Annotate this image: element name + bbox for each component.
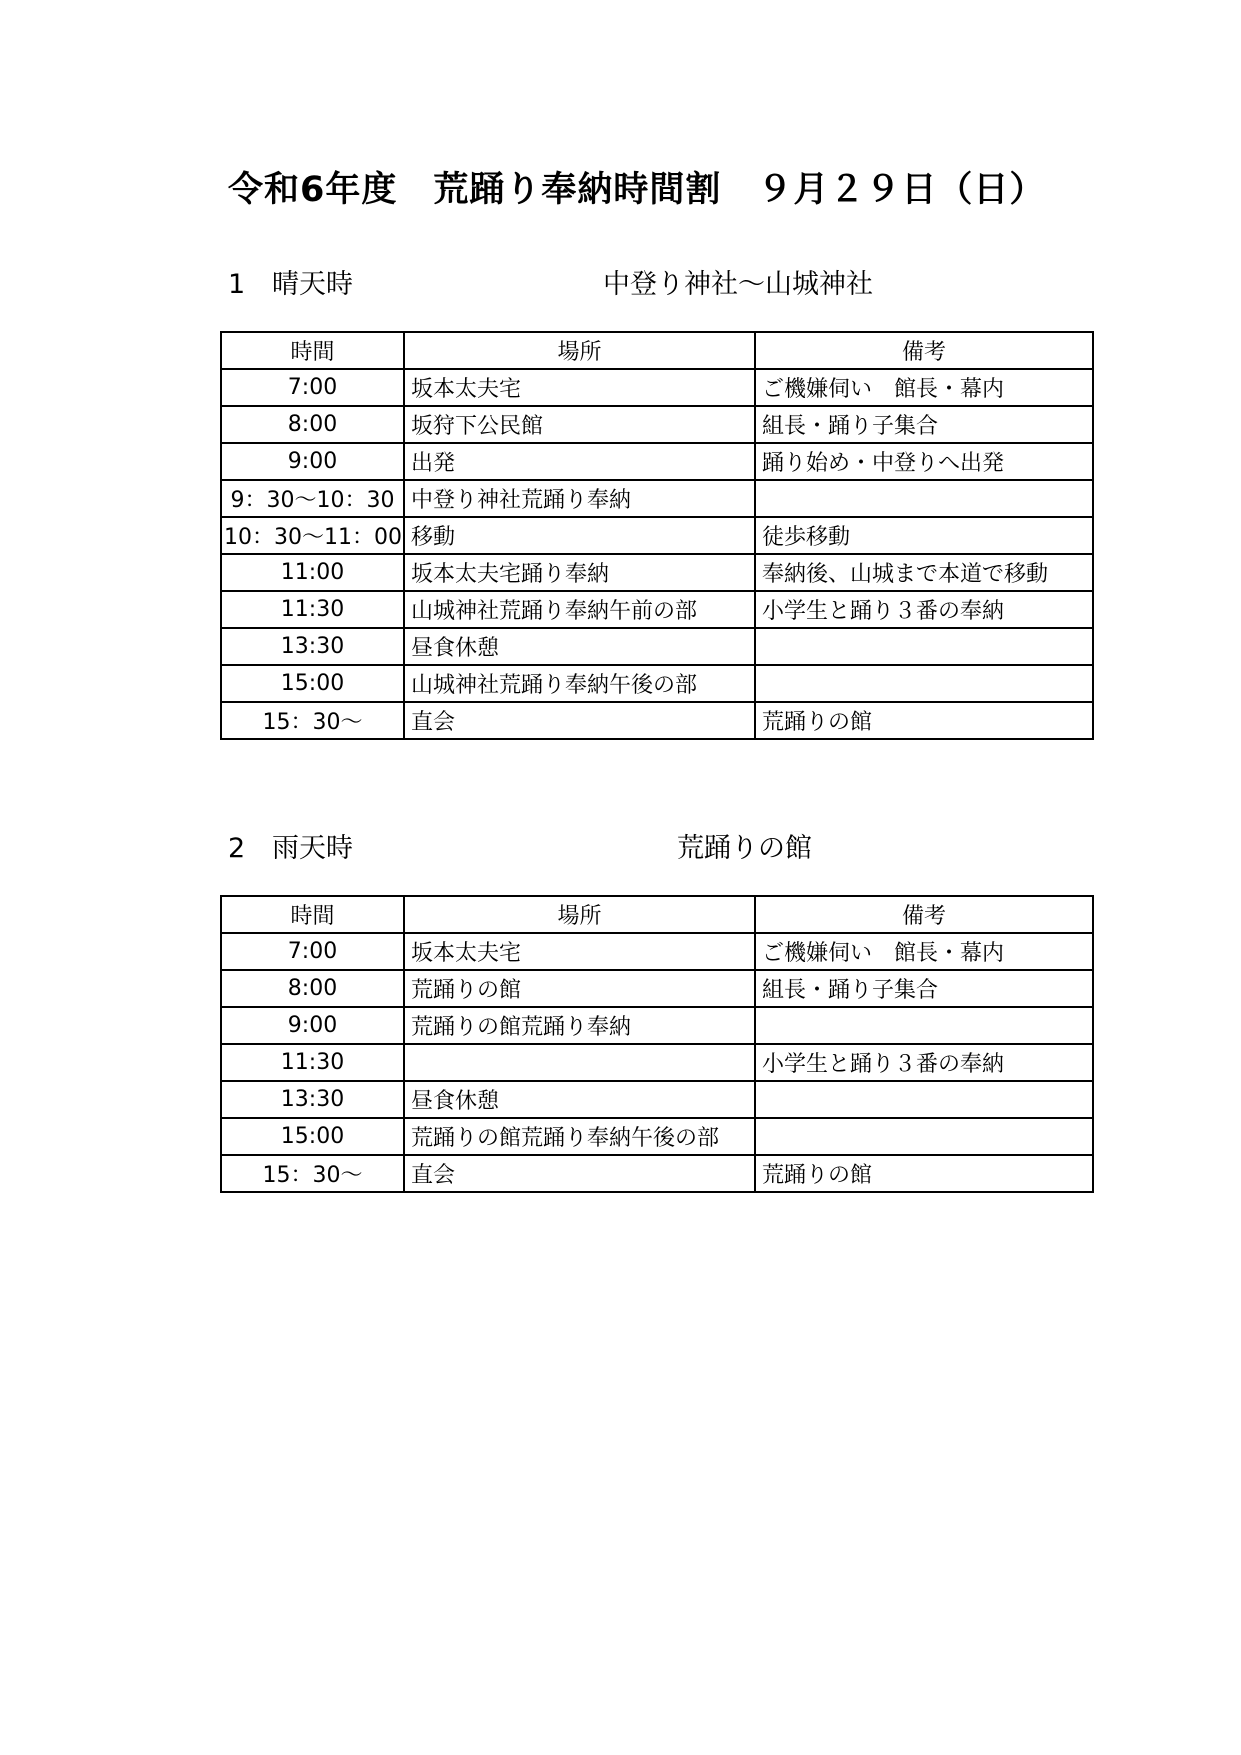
cell-note (755, 665, 1093, 702)
table-row (221, 480, 1093, 517)
table-row (221, 1118, 1093, 1155)
cell-note: 小学生と踊り３番の奉納 (755, 591, 1093, 628)
cell-time: 15：30〜 (221, 1155, 404, 1192)
cell-time: 7:00 (221, 933, 404, 970)
cell-time: 7:00 (221, 369, 404, 406)
table-row (221, 1081, 1093, 1118)
table-row (221, 1044, 1093, 1081)
cell-time: 9:00 (221, 1007, 404, 1044)
cell-place: 荒踊りの館 (404, 970, 755, 1007)
table-row (221, 517, 1093, 554)
cell-note: 小学生と踊り３番の奉納 (755, 1044, 1093, 1081)
cell-place: 出発 (404, 443, 755, 480)
cell-note (755, 1007, 1093, 1044)
table-header-row (221, 332, 1093, 369)
table-row (221, 1155, 1093, 1192)
header-place: 場所 (404, 896, 755, 933)
cell-time: 10：30〜11：00 (221, 517, 404, 554)
cell-note: 荒踊りの館 (755, 1155, 1093, 1192)
cell-place: 坂本太夫宅 (404, 933, 755, 970)
section-1-title: 晴天時 (272, 269, 353, 300)
cell-note (755, 1118, 1093, 1155)
header-note: 備考 (755, 332, 1093, 369)
section-1-heading (228, 262, 353, 301)
cell-place: 移動 (404, 517, 755, 554)
cell-time: 8:00 (221, 970, 404, 1007)
header-time: 時間 (221, 332, 404, 369)
section-2-location: 荒踊りの館 (677, 833, 812, 864)
cell-place: 直会 (404, 702, 755, 739)
table-row (221, 702, 1093, 739)
cell-place: 坂本太夫宅 (404, 369, 755, 406)
cell-time: 9:00 (221, 443, 404, 480)
table-row (221, 970, 1093, 1007)
cell-note: 奉納後、山城まで本道で移動 (755, 554, 1093, 591)
cell-time: 13:30 (221, 628, 404, 665)
header-place: 場所 (404, 332, 755, 369)
cell-time: 13:30 (221, 1081, 404, 1118)
cell-note (755, 628, 1093, 665)
cell-note (755, 480, 1093, 517)
cell-note: 組長・踊り子集合 (755, 406, 1093, 443)
cell-note: ご機嫌伺い 館長・幕内 (755, 933, 1093, 970)
table-header-row (221, 896, 1093, 933)
table-row (221, 665, 1093, 702)
cell-note: 踊り始め・中登りへ出発 (755, 443, 1093, 480)
cell-time: 8:00 (221, 406, 404, 443)
cell-note: 荒踊りの館 (755, 702, 1093, 739)
cell-time: 9：30〜10：30 (221, 480, 404, 517)
cell-note (755, 1081, 1093, 1118)
cell-note: 組長・踊り子集合 (755, 970, 1093, 1007)
table-row (221, 1007, 1093, 1044)
cell-place: 中登り神社荒踊り奉納 (404, 480, 755, 517)
cell-place: 荒踊りの館荒踊り奉納午後の部 (404, 1118, 755, 1155)
cell-place: 山城神社荒踊り奉納午前の部 (404, 591, 755, 628)
fair-weather-schedule-table (220, 331, 1094, 740)
cell-place: 山城神社荒踊り奉納午後の部 (404, 665, 755, 702)
header-note: 備考 (755, 896, 1093, 933)
table-row (221, 591, 1093, 628)
cell-place (404, 1044, 755, 1081)
cell-time: 15：30〜 (221, 702, 404, 739)
cell-time: 11:30 (221, 1044, 404, 1081)
cell-time: 15:00 (221, 1118, 404, 1155)
page-title: 令和6年度 荒踊り奉納時間割 ９月２９日（日） (228, 170, 1046, 210)
table-row (221, 369, 1093, 406)
cell-place: 荒踊りの館荒踊り奉納 (404, 1007, 755, 1044)
section-1-location: 中登り神社〜山城神社 (603, 269, 873, 300)
section-2-heading (228, 826, 353, 865)
section-2-number: 2 (228, 833, 246, 864)
section-2-title: 雨天時 (272, 833, 353, 864)
table-row (221, 406, 1093, 443)
cell-note: ご機嫌伺い 館長・幕内 (755, 369, 1093, 406)
table-row (221, 628, 1093, 665)
table-row (221, 933, 1093, 970)
table-row (221, 443, 1093, 480)
cell-time: 11:30 (221, 591, 404, 628)
rainy-weather-schedule-table (220, 895, 1094, 1193)
cell-place: 坂本太夫宅踊り奉納 (404, 554, 755, 591)
cell-note: 徒歩移動 (755, 517, 1093, 554)
section-1-number: 1 (228, 269, 246, 300)
cell-time: 15:00 (221, 665, 404, 702)
cell-place: 直会 (404, 1155, 755, 1192)
cell-place: 昼食休憩 (404, 628, 755, 665)
cell-time: 11:00 (221, 554, 404, 591)
header-time: 時間 (221, 896, 404, 933)
cell-place: 昼食休憩 (404, 1081, 755, 1118)
table-row (221, 554, 1093, 591)
cell-place: 坂狩下公民館 (404, 406, 755, 443)
